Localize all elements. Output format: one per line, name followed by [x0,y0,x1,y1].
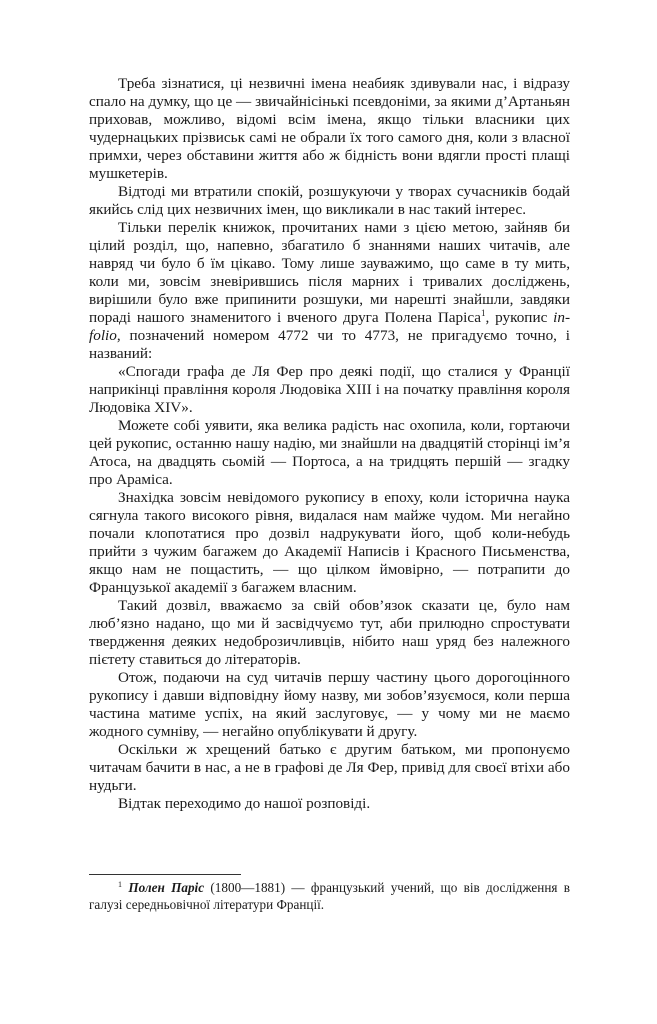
footnote-1 [89,879,570,913]
paragraph-9: Оскільки ж хрещений батько є другим батьком, ми пропонуємо читачам бачити в нас, а не в графові де Ля Фер, привід для своєї втіхи або нудьги. [89,741,570,794]
paragraph-6: Знахідка зовсім невідомого рукопису в епоху, коли історична наука сягнула такого високого рівня, видалася нам майже чудом. Ми негайно почали клопотатися про дозвіл надрукувати його, щоб коли-небудь прийти з чужим багажем до Академії Написів і Красного Письменства, якщо нам не пощастить, — що цілком ймовірно, — потрапити до Французької академії з багажем власним. [89,489,570,596]
paragraph-3 [89,219,570,363]
paragraph-8: Отож, подаючи на суд читачів першу частину цього дорогоцінного рукопису і давши відповідну йому назву, ми зобов’язуємося, коли перша частина матиме успіх, на який заслуговує, — у чому ми не маємо жодного сумніву, — негайно опублікувати й другу. [89,669,570,740]
main-text [89,75,570,813]
footnote-person-name: Полен Паріс [128,880,205,895]
paragraph-5: Можете собі уявити, яка велика радість нас охопила, коли, гортаючи цей рукопис, останню нашу надію, ми знайшли на двадцятій сторінці ім’я Атоса, на двадцять сьомій — Портоса, а на тридцять першій — згадку про Араміса. [89,417,570,488]
paragraph-2: Відтоді ми втратили спокій, розшукуючи у творах сучасників бодай якийсь слід цих незвичних імен, що викликали в нас такий інтерес. [89,183,570,218]
manuscript-title-quote: «Спогади графа де Ля Фер про деякі події, що сталися у Франції наприкінці правління короля Людовіка XIII і на початку правління короля Людовіка XIV». [89,363,570,416]
paragraph-1: Треба зізнатися, ці незвичні імена неабияк здивували нас, і відразу спало на думку, що це — звичайнісінькі псевдоніми, за якими д’Артаньян приховав, можливо, відомі всім імена, якщо тільки власники цих чудернацьких прізвиськ самі не обрали їх того самого дня, коли з власної примхи, через обставини життя або ж бідність вони вдягли прості плащі мушкетерів. [89,75,570,182]
footnote-divider [89,874,241,875]
paragraph-10: Відтак переходимо до нашої розповіді. [118,795,371,812]
footnote-reference[interactable]: 1 [481,308,486,318]
footnote-marker: 1 [118,880,122,889]
paragraph-3-text-a: Тільки перелік книжок, прочитаних нами з цією метою, зайняв би цілий розділ, що, напевно, збагатило б знаннями наших читачів, але навряд чи було б їм цікаво. Тому лише зауважимо, що саме в ту мить, коли ми, зовсім зневірившись після марних і тривалих досліджень, вирішили було вже припинити розшуки, ми нарешті знайшли, завдяки пораді нашого знаменитого і вченого друга Полена Паріса [89,219,570,326]
paragraph-3-text-c: , позначений номером 4772 чи то 4773, не пригадуємо точно, і названий: [89,327,570,362]
footnote [89,879,570,913]
paragraph-7: Такий дозвіл, вважаємо за свій обов’язок сказати це, було нам люб’язно надано, що ми й засвідчуємо тут, аби прилюдно спростувати твердження деяких недоброзичливців, нібито наш уряд без належного пієтету ставиться до літераторів. [89,597,570,668]
paragraph-3-text-b: , рукопис [485,309,554,326]
in-folio-italic: in-folio [89,309,570,344]
footnote-text: (1800—1881) — французький учений, що вів дослідження в галузі середньовічної літератури Франції. [89,880,571,912]
